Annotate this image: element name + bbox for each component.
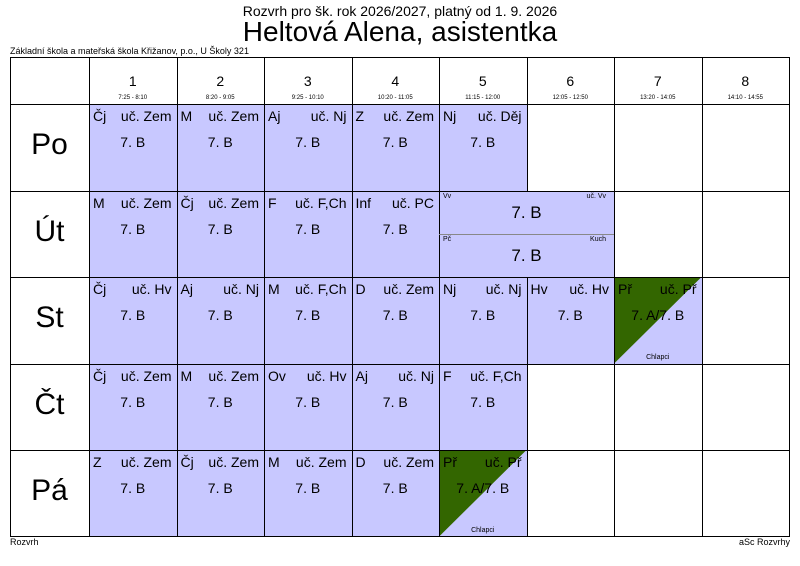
lesson-cell[interactable]: [264, 364, 352, 451]
period-time: 9:25 - 10:10: [291, 95, 324, 101]
lesson-class: 7. B: [207, 220, 233, 237]
school-name: Základní škola a mateřská škola Křižanov, p.o., U Školy 321: [10, 46, 249, 56]
lesson-cell[interactable]: [439, 104, 527, 191]
period-time: 11:15 - 12:00: [465, 95, 501, 101]
period-number: 5: [478, 73, 487, 89]
period-time: 13:20 - 14:05: [640, 95, 676, 101]
lesson-subject: M: [180, 108, 193, 124]
lesson-teacher: uč. Zem: [120, 108, 172, 124]
lesson-cell[interactable]: [89, 104, 177, 191]
lesson-class: 7. B: [470, 307, 496, 324]
lesson-class: 7. B: [295, 134, 321, 150]
lesson-cell[interactable]: [177, 191, 265, 278]
lesson-subject: M: [93, 194, 105, 211]
lesson-teacher: uč. Zem: [208, 194, 259, 211]
lesson-subject: Z: [355, 108, 365, 124]
grid-line: [264, 57, 265, 537]
lesson-cell[interactable]: [177, 104, 265, 191]
period-number: 2: [216, 73, 225, 89]
grid-line: [527, 277, 528, 537]
grid-line: [702, 57, 703, 537]
period-number: 1: [128, 73, 137, 89]
lesson-subject: D: [355, 454, 366, 471]
footer-right-label: aSc Rozvrhy: [738, 537, 790, 547]
grid-line: [614, 57, 615, 537]
period-time: 14:10 - 14:55: [727, 95, 763, 101]
lesson-teacher: uč. Zem: [208, 454, 259, 471]
lesson-class: 7. B: [120, 134, 146, 150]
period-number: 4: [391, 73, 400, 89]
lesson-class: 7. B: [207, 393, 233, 410]
lesson-teacher: uč. Zem: [208, 108, 259, 124]
lesson-cell[interactable]: [439, 364, 527, 451]
lesson-cell[interactable]: [352, 277, 440, 364]
lesson-class: 7. B: [382, 220, 408, 237]
grid-line: [89, 57, 90, 537]
lesson-teacher: uč. Zem: [208, 367, 259, 384]
lesson-class: 7. A/7. B: [631, 307, 685, 324]
footer-left-label: Rozvrh: [10, 537, 39, 547]
lesson-subject: F: [443, 367, 452, 384]
lesson-teacher: uč. Nj: [310, 108, 347, 124]
lesson-class: 7. B: [120, 307, 146, 324]
grid-line: [10, 57, 790, 58]
period-time: 12:05 - 12:50: [552, 95, 588, 101]
lesson-cell[interactable]: [177, 277, 265, 364]
lesson-class: 7. B: [382, 480, 408, 497]
lesson-subject: Aj: [180, 281, 193, 298]
lesson-cell[interactable]: [264, 104, 352, 191]
grid-line: [352, 57, 353, 537]
lesson-subject: Z: [93, 454, 102, 471]
grid-line: [10, 364, 790, 365]
grid-line: [10, 191, 790, 192]
lesson-subject: M: [180, 367, 193, 384]
timetable-title: Heltová Alena, asistentka: [242, 16, 558, 47]
lesson-cell[interactable]: [264, 191, 352, 278]
lesson-subject: Aj: [355, 367, 368, 384]
period-number: 3: [303, 73, 312, 89]
split-divider: [439, 234, 614, 235]
lesson-class: 7. B: [120, 393, 146, 410]
lesson-class: 7. B: [207, 134, 233, 150]
lesson-subject: Hv: [530, 281, 548, 298]
lesson-group: Chlapci: [646, 353, 670, 361]
lesson-class: 7. A/7. B: [456, 480, 510, 497]
lesson-cell[interactable]: [264, 450, 352, 537]
grid-line: [439, 57, 440, 537]
lesson-teacher: uč. F,Ch: [295, 281, 347, 298]
lesson-subject: Př: [618, 281, 632, 298]
lesson-subject: Vv: [443, 192, 452, 200]
lesson-teacher: uč. Zem: [383, 108, 434, 124]
lesson-cell[interactable]: [439, 450, 527, 537]
lesson-subject: Ov: [268, 367, 286, 384]
lesson-teacher: uč. Nj: [223, 281, 259, 298]
lesson-teacher: Kuch: [590, 235, 606, 243]
lesson-subject: Nj: [443, 281, 457, 298]
lesson-teacher: uč. Zem: [120, 454, 172, 471]
lesson-subject: M: [268, 454, 280, 471]
lesson-cell-split[interactable]: [439, 191, 614, 234]
lesson-class: 7. B: [511, 202, 542, 222]
lesson-class: 7. B: [120, 220, 146, 237]
lesson-class: 7. B: [470, 393, 496, 410]
lesson-cell[interactable]: [177, 450, 265, 537]
lesson-cell-split[interactable]: [439, 234, 614, 277]
day-label: Út: [34, 214, 65, 248]
grid-line: [527, 57, 528, 191]
period-time: 10:20 - 11:05: [377, 95, 413, 101]
lesson-teacher: uč. Zem: [383, 454, 434, 471]
lesson-cell[interactable]: [89, 277, 177, 364]
lesson-teacher: uč. PC: [391, 194, 434, 211]
lesson-class: 7. B: [382, 393, 408, 410]
lesson-cell[interactable]: [352, 364, 440, 451]
lesson-cell[interactable]: [352, 191, 440, 278]
lesson-class: 7. B: [207, 480, 233, 497]
period-number: 7: [653, 73, 662, 89]
lesson-teacher: uč. F,Ch: [470, 367, 522, 384]
lesson-subject: M: [268, 281, 280, 298]
grid-line: [789, 57, 790, 537]
grid-line: [10, 57, 11, 537]
lesson-teacher: uč. F,Ch: [295, 194, 347, 211]
lesson-teacher: uč. Zem: [295, 454, 347, 471]
day-label: St: [35, 301, 64, 335]
lesson-cell[interactable]: [264, 277, 352, 364]
lesson-subject: Čj: [93, 108, 107, 124]
lesson-class: 7. B: [557, 307, 583, 324]
lesson-cell[interactable]: [352, 450, 440, 537]
lesson-teacher: uč. Př: [659, 281, 697, 298]
grid-line: [10, 277, 790, 278]
lesson-subject: D: [355, 281, 366, 298]
lesson-cell[interactable]: [89, 364, 177, 451]
lesson-teacher: uč. Nj: [398, 367, 434, 384]
grid-line: [10, 450, 790, 451]
lesson-teacher: uč. Zem: [120, 194, 172, 211]
lesson-teacher: uč. Zem: [383, 281, 434, 298]
lesson-subject: Nj: [443, 108, 457, 124]
lesson-subject: Pč: [443, 235, 452, 243]
grid-line: [10, 536, 790, 537]
lesson-cell[interactable]: [89, 191, 177, 278]
lesson-teacher: uč. Př: [484, 454, 522, 471]
day-label: Pá: [31, 474, 68, 508]
grid-line: [177, 57, 178, 537]
lesson-teacher: uč. Hv: [569, 281, 609, 298]
period-number: 6: [566, 73, 575, 89]
lesson-subject: Čj: [180, 454, 194, 471]
lesson-class: 7. B: [295, 393, 321, 410]
lesson-subject: Př: [443, 454, 457, 471]
period-time: 8:20 - 9:05: [205, 95, 235, 101]
lesson-cell[interactable]: [352, 104, 440, 191]
timetable-subtitle: Rozvrh pro šk. rok 2026/2027, platný od 1. 9. 2026: [242, 3, 558, 19]
lesson-teacher: uč. Vv: [586, 192, 606, 200]
lesson-cell[interactable]: [177, 364, 265, 451]
lesson-subject: Čj: [93, 367, 107, 384]
period-time: 7:25 - 8:10: [118, 95, 148, 101]
lesson-teacher: uč. Hv: [306, 367, 347, 384]
lesson-class: 7. B: [207, 307, 233, 324]
lesson-class: 7. B: [295, 307, 321, 324]
lesson-cell[interactable]: [439, 277, 527, 364]
grid-line: [10, 104, 790, 105]
lesson-teacher: uč. Hv: [131, 281, 172, 298]
lesson-subject: F: [268, 194, 277, 211]
lesson-class: 7. B: [382, 307, 408, 324]
lesson-subject: Čj: [93, 281, 107, 298]
lesson-teacher: uč. Nj: [485, 281, 522, 298]
lesson-teacher: uč. Zem: [120, 367, 172, 384]
lesson-class: 7. B: [120, 480, 146, 497]
day-label: Po: [31, 128, 68, 161]
lesson-class: 7. B: [295, 480, 321, 497]
lesson-group: Chlapci: [471, 526, 495, 534]
lesson-cell[interactable]: [89, 450, 177, 537]
lesson-class: 7. B: [511, 245, 542, 265]
lesson-subject: Čj: [180, 194, 194, 211]
timetable-grid: [10, 57, 790, 537]
lesson-class: 7. B: [470, 134, 496, 150]
lesson-class: 7. B: [295, 220, 321, 237]
lesson-cell[interactable]: [614, 277, 702, 364]
lesson-subject: Inf: [355, 194, 372, 211]
lesson-teacher: uč. Děj: [477, 108, 522, 124]
lesson-cell[interactable]: [527, 277, 615, 364]
day-label: Čt: [34, 387, 65, 421]
lesson-subject: Aj: [268, 108, 281, 124]
lesson-class: 7. B: [382, 134, 408, 150]
period-number: 8: [741, 73, 750, 89]
